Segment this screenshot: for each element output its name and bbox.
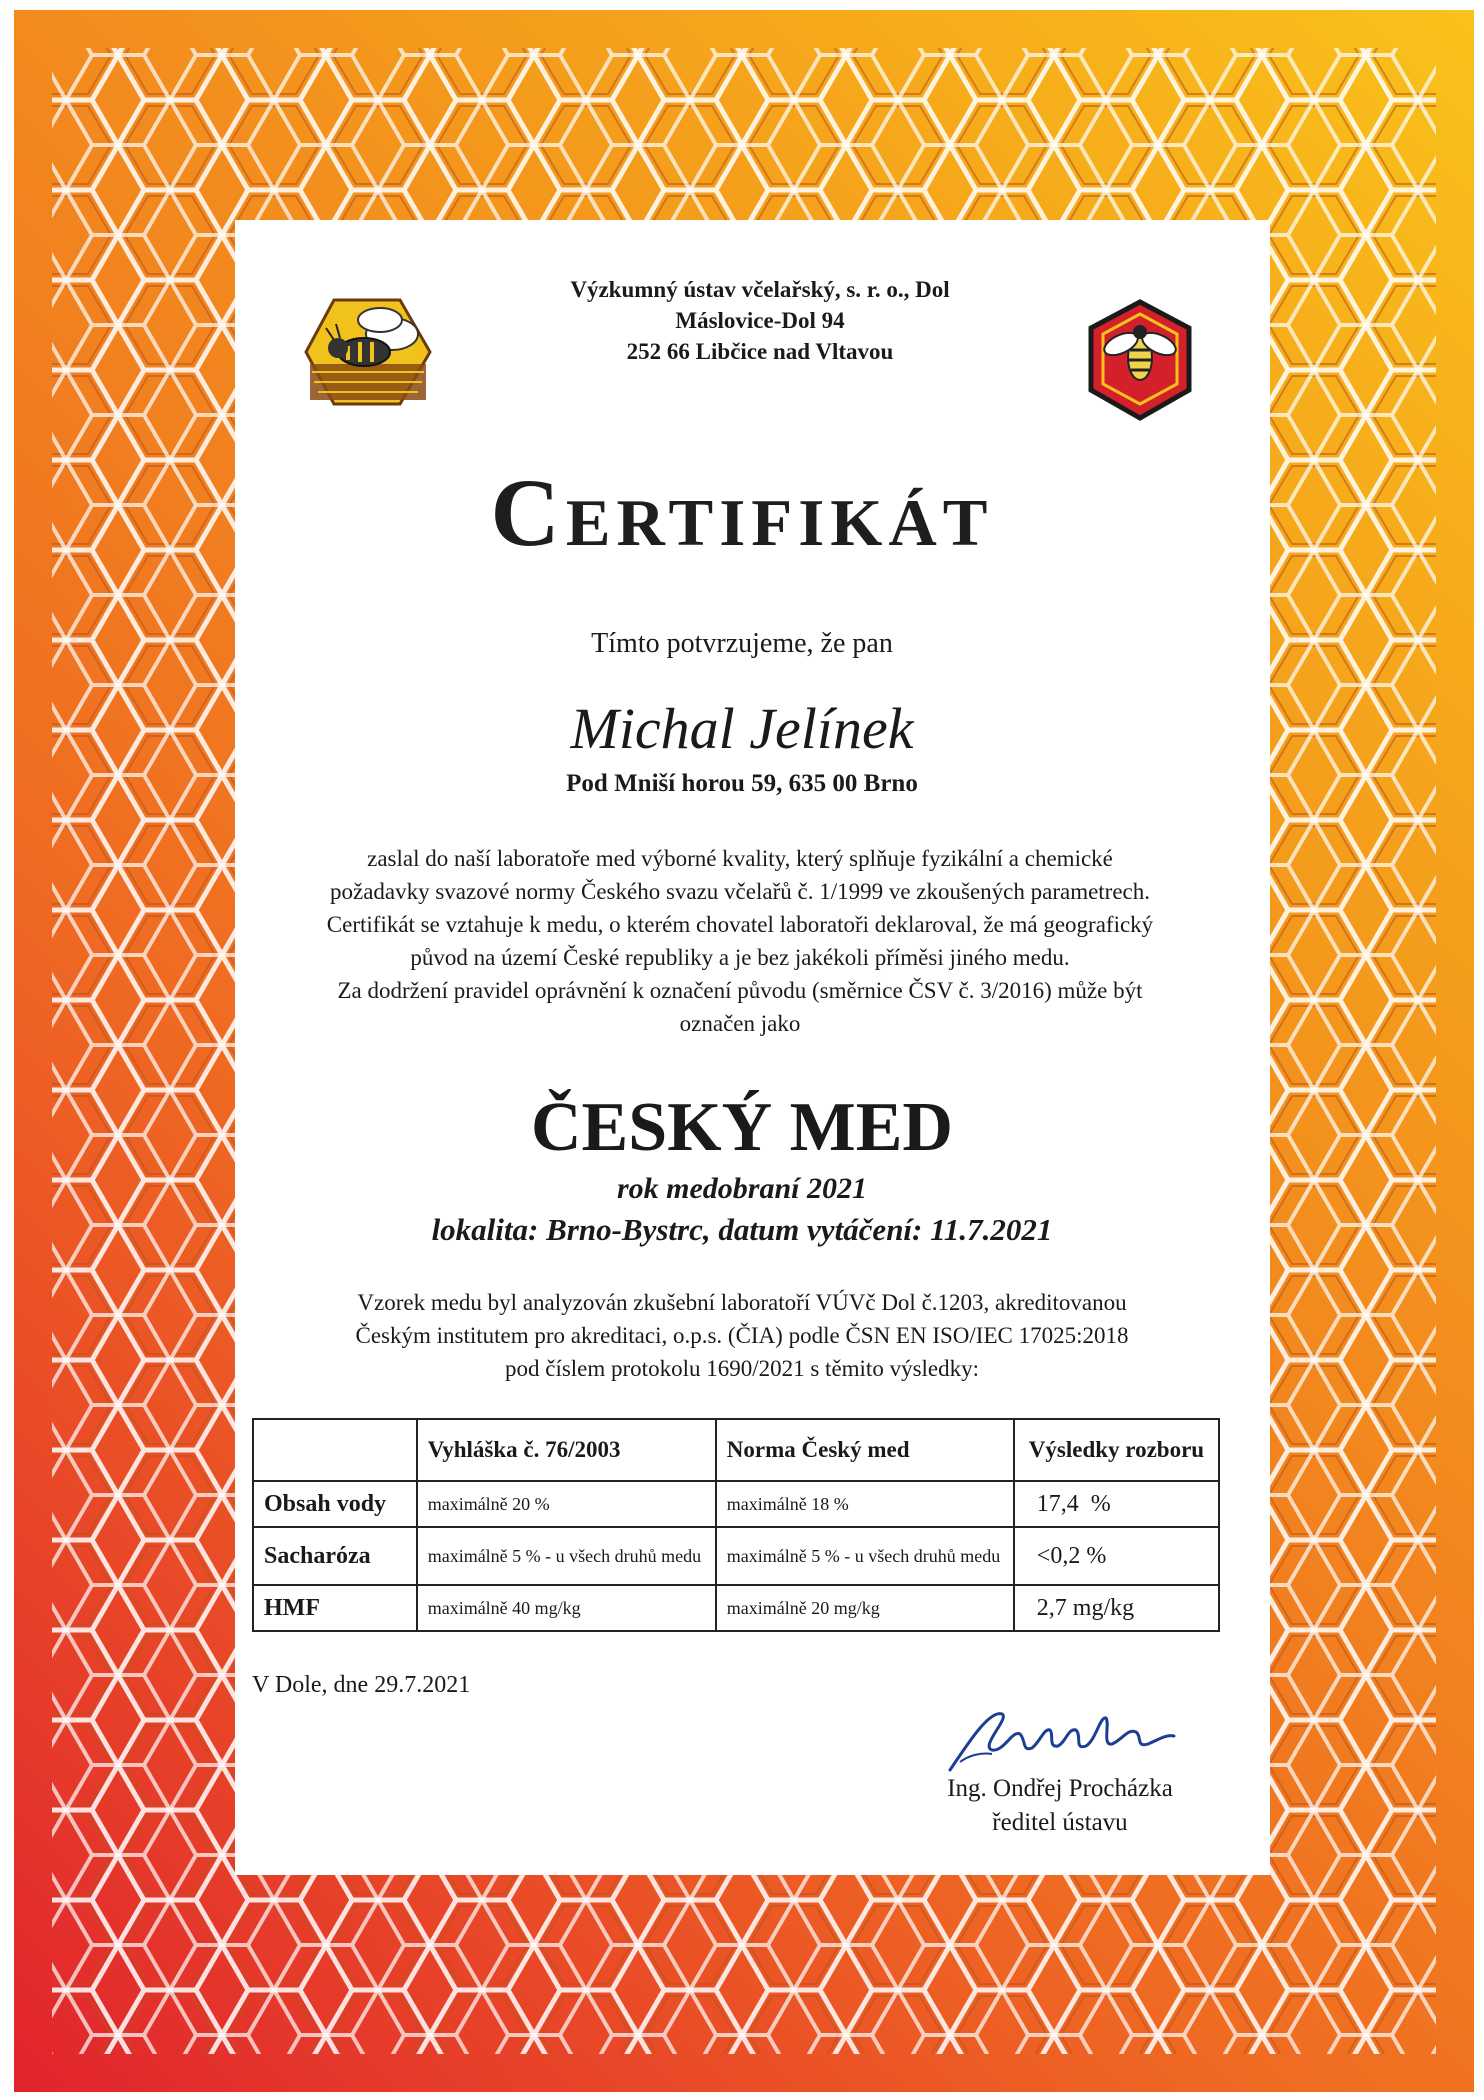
paragraph-line: Za dodržení pravidel oprávnění k označení původu (směrnice ČSV č. 3/2016) může být [337,978,1143,1003]
signer-name: Ing. Ondřej Procházka [947,1775,1173,1802]
sample-line: Vzorek medu byl analyzován zkušební laboratoří VÚVč Dol č.1203, akreditovanou [357,1290,1127,1315]
table-header-row [253,1419,1219,1481]
table-header-empty [253,1419,417,1481]
certificate-paragraph [250,842,1230,1040]
table-header-results: Výsledky rozboru [1014,1419,1219,1481]
certificate-title: Certifikát [490,459,994,566]
signature-icon [940,1700,1180,1780]
row-vyhlaska: maximálně 20 % [417,1481,716,1527]
recipient-name: Michal Jelínek [570,696,914,761]
institution-street: Máslovice-Dol 94 [675,308,845,333]
recipient-address: Pod Mniší horou 59, 635 00 Brno [566,770,918,797]
row-result: 2,7 mg/kg [1014,1585,1219,1631]
locality-line: lokalita: Brno-Bystrc, datum vytáčení: 11.7.2021 [431,1212,1053,1247]
row-param: HMF [253,1585,417,1631]
row-norma: maximálně 5 % - u všech druhů medu [716,1527,1014,1585]
row-norma: maximálně 18 % [716,1481,1014,1527]
csv-logo-icon [1085,298,1195,428]
table-row [253,1527,1219,1585]
institution-header [500,274,1020,367]
row-result: 17,4 % [1014,1481,1219,1527]
paragraph-line: požadavky svazové normy Českého svazu včelařů č. 1/1999 ve zkoušených parametrech. [329,879,1151,904]
sample-line: pod číslem protokolu 1690/2021 s těmito výsledky: [504,1356,980,1381]
signer-block [880,1772,1240,1840]
paragraph-line: Certifikát se vztahuje k medu, o kterém chovatel laboratoři deklaroval, že má geografický [326,912,1154,937]
row-result: <0,2 % [1014,1527,1219,1585]
paragraph-line: původ na území České republiky a je bez jakékoli příměsi jiného medu. [410,945,1070,970]
institution-name: Výzkumný ústav včelařský, s. r. o., Dol [570,277,950,302]
paragraph-line: označen jako [679,1011,801,1036]
row-param: Sacharóza [253,1527,417,1585]
table-row [253,1585,1219,1631]
row-param: Obsah vody [253,1481,417,1527]
product-headline: ČESKÝ MED [531,1089,953,1166]
sample-analysis-text [250,1286,1234,1385]
results-table [252,1418,1220,1632]
table-row [253,1481,1219,1527]
row-norma: maximálně 20 mg/kg [716,1585,1014,1631]
row-vyhlaska: maximálně 5 % - u všech druhů medu [417,1527,716,1585]
paragraph-line: zaslal do naší laboratoře med výborné kvality, který splňuje fyzikální a chemické [367,846,1113,871]
signer-role: ředitel ústavu [992,1809,1128,1836]
table-header-norma: Norma Český med [716,1419,1014,1481]
sample-line: Českým institutem pro akreditaci, o.p.s. (ČIA) podle ČSN EN ISO/IEC 17025:2018 [355,1323,1129,1348]
bee-logo-icon [304,290,434,410]
harvest-year: rok medobraní 2021 [616,1172,868,1205]
confirmation-line: Tímto potvrzujeme, že pan [591,628,893,659]
place-date: V Dole, dne 29.7.2021 [252,1672,471,1698]
institution-city: 252 66 Libčice nad Vltavou [626,339,894,364]
row-vyhlaska: maximálně 40 mg/kg [417,1585,716,1631]
table-header-vyhlaska: Vyhláška č. 76/2003 [417,1419,716,1481]
